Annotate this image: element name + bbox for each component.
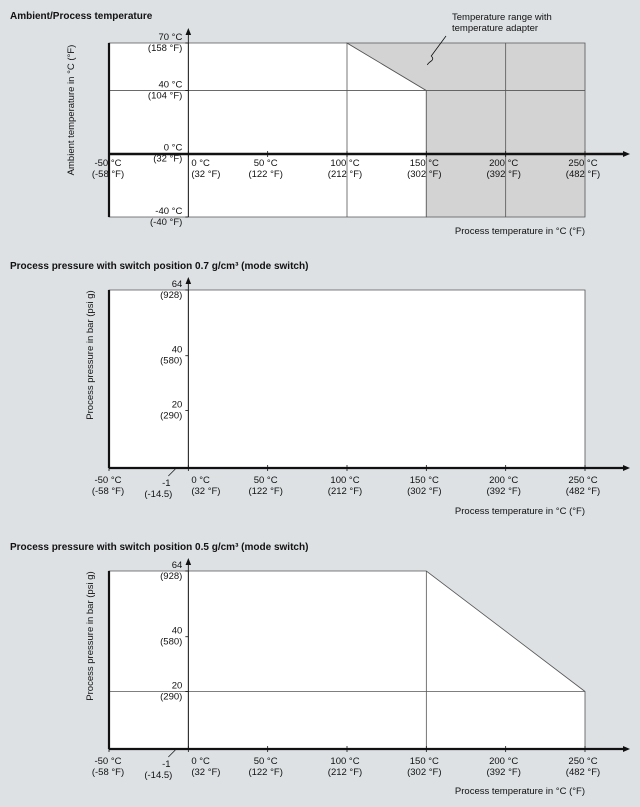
chart2-x-tick-label: 200 °C [489, 475, 519, 486]
chart3-x-tick-label-f: (482 °F) [565, 767, 601, 778]
chart3-x-tick-label: -50 °C [94, 756, 122, 767]
chart1-x-axis-arrow [623, 151, 630, 157]
chart2-y-tick-label-f: (580) [160, 355, 183, 367]
chart2-baseline-label-f: (-14.5) [144, 489, 173, 500]
chart2-y-axis-title: Process pressure in bar (psi g) [85, 290, 96, 420]
chart3-baseline-label: -1 [162, 759, 171, 770]
chart1-y-tick-label-f: (104 °F) [147, 90, 183, 102]
chart2-x-tick-label: 150 °C [409, 475, 439, 486]
chart2-x-tick-label-f: (122 °F) [248, 486, 283, 497]
chart1-x-tick-label-f: (302 °F) [407, 169, 442, 180]
chart3-title: Process pressure with switch position 0.5 g/cm³ (mode switch) [10, 542, 309, 553]
chart2-x-tick-label-f: (32 °F) [191, 486, 221, 497]
chart3-region-permissible [109, 571, 585, 749]
chart2-y-tick-label: 20 [171, 399, 183, 411]
chart2-title: Process pressure with switch position 0.7 g/cm³ (mode switch) [10, 261, 309, 272]
chart2-y-tick-label: 40 [171, 344, 183, 356]
chart2-region-permissible [109, 290, 585, 468]
chart3-x-tick-label-f: (32 °F) [191, 767, 221, 778]
chart3-y-tick-label-f: (290) [160, 691, 183, 703]
chart3-x-tick-label-f: (212 °F) [327, 767, 363, 778]
chart2-y-tick-label-f: (928) [160, 290, 183, 301]
chart3-x-tick-label: 200 °C [489, 756, 519, 767]
chart1-x-tick-label: 250 °C [568, 158, 598, 169]
chart1-x-tick-label: -50 °C [94, 158, 122, 169]
chart3-x-axis-title: Process temperature in °C (°F) [454, 786, 585, 797]
chart2-x-tick-label: -50 °C [94, 475, 122, 486]
chart2-x-axis-arrow [623, 465, 630, 471]
chart2-x-tick-label: 100 °C [330, 475, 360, 486]
chart2-baseline-leader [168, 469, 175, 476]
chart1-x-tick-label-f: (482 °F) [565, 169, 601, 180]
chart3-x-tick-label: 0 °C [191, 756, 210, 767]
chart1-x-tick-label-f: (-58 °F) [91, 169, 125, 180]
chart3-x-tick-label: 150 °C [409, 756, 439, 767]
chart3-x-tick-label-f: (122 °F) [248, 767, 283, 778]
chart3-x-tick-label-f: (-58 °F) [91, 767, 125, 778]
chart1-region-permissible [109, 43, 426, 217]
chart1-title: Ambient/Process temperature [10, 11, 153, 22]
chart2-y-tick-label-f: (290) [160, 410, 183, 422]
chart2-x-tick-label: 0 °C [191, 475, 210, 486]
chart3-baseline-label-f: (-14.5) [144, 770, 173, 781]
chart2-x-tick-label-f: (482 °F) [565, 486, 601, 497]
chart2-x-tick-label-f: (302 °F) [407, 486, 442, 497]
chart1-x-tick-label: 200 °C [489, 158, 519, 169]
chart3-baseline-leader [168, 750, 175, 757]
chart3-x-tick-label: 50 °C [253, 756, 278, 767]
chart3-y-tick-label: 64 [171, 560, 183, 571]
chart1-y-tick-label-f: (-40 °F) [150, 217, 183, 228]
chart1-x-tick-label-f: (392 °F) [486, 169, 521, 180]
chart2-baseline-label: -1 [162, 478, 171, 489]
chart1-x-axis-title: Process temperature in °C (°F) [454, 226, 585, 237]
chart3-y-tick-label-f: (580) [160, 636, 183, 648]
chart3-y-axis-title: Process pressure in bar (psi g) [85, 571, 96, 701]
chart2-y-axis-arrow [186, 277, 192, 284]
chart3-x-tick-label: 100 °C [330, 756, 360, 767]
chart1-x-tick-label: 0 °C [191, 158, 210, 169]
chart1-y-tick-label: 0 °C [163, 142, 183, 154]
chart2-x-tick-label-f: (212 °F) [327, 486, 363, 497]
chart2-x-tick-label-f: (392 °F) [486, 486, 521, 497]
chart1-y-axis-arrow [186, 28, 192, 35]
chart1-y-tick-label-f: (158 °F) [147, 43, 183, 54]
chart2-x-tick-label: 50 °C [253, 475, 278, 486]
chart3-y-tick-label: 40 [171, 625, 183, 637]
chart3-x-tick-label: 250 °C [568, 756, 598, 767]
chart1-y-tick-label: -40 °C [155, 206, 183, 217]
chart2-x-axis-title: Process temperature in °C (°F) [454, 506, 585, 517]
chart3-y-axis-arrow [186, 558, 192, 565]
chart1-y-tick-label: 70 °C [158, 32, 183, 43]
chart1-annotation-text: Temperature range with [452, 12, 552, 23]
chart3-y-tick-label: 20 [171, 680, 183, 692]
chart1-y-tick-label: 40 °C [158, 79, 183, 91]
chart2-x-tick-label: 250 °C [568, 475, 598, 486]
chart2-y-tick-label: 64 [171, 279, 183, 290]
chart2-x-tick-label-f: (-58 °F) [91, 486, 125, 497]
chart3-y-tick-label-f: (928) [160, 571, 183, 582]
chart1-x-tick-label-f: (212 °F) [327, 169, 363, 180]
chart3-x-tick-label-f: (392 °F) [486, 767, 521, 778]
chart1-x-tick-label-f: (122 °F) [248, 169, 283, 180]
chart1-x-tick-label: 50 °C [253, 158, 278, 169]
chart3-x-axis-arrow [623, 746, 630, 752]
chart3-x-tick-label-f: (302 °F) [407, 767, 442, 778]
chart1-x-tick-label: 100 °C [330, 158, 360, 169]
chart1-x-tick-label: 150 °C [409, 158, 439, 169]
chart1-y-axis-title: Ambient temperature in °C (°F) [66, 44, 77, 176]
chart1-x-tick-label-f: (32 °F) [191, 169, 221, 180]
chart1-annotation-text: temperature adapter [452, 23, 539, 34]
chart1-y-tick-label-f: (32 °F) [153, 153, 183, 165]
